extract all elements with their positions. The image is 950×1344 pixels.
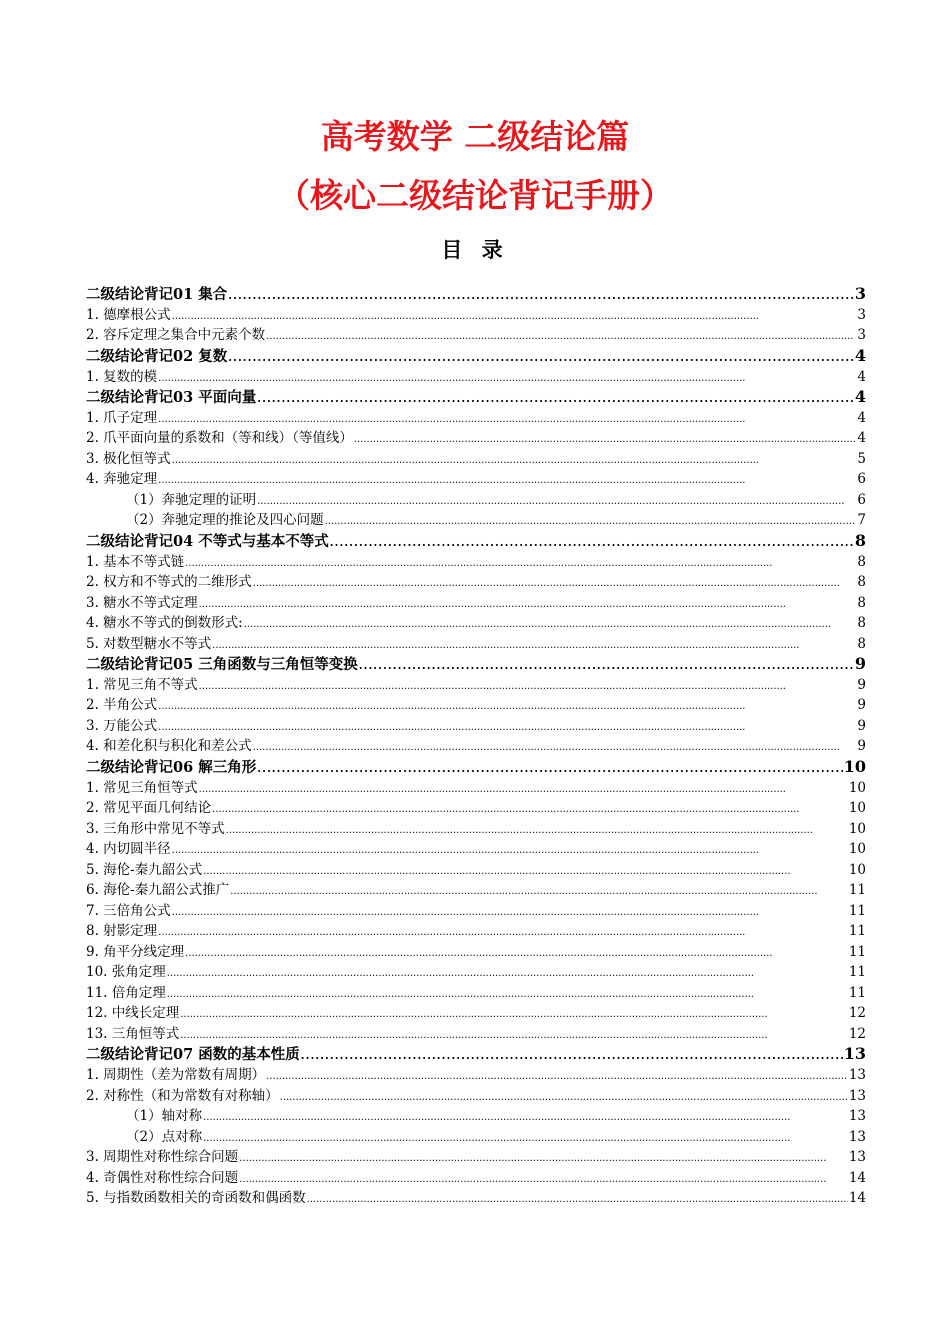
toc-entry-label: 二级结论背记01 集合 [86, 286, 228, 303]
toc-dot-leader [325, 510, 857, 533]
toc-dot-leader [226, 819, 848, 842]
toc-entry-label: 5. 海伦-秦九韶公式 [86, 861, 203, 878]
toc-entry-label: 13. 三角恒等式 [86, 1025, 180, 1042]
toc-dot-leader [257, 490, 856, 513]
toc-dot-leader [203, 1106, 848, 1129]
toc-entry-label: 3. 三角形中常见不等式 [86, 820, 225, 837]
toc-entry-label: 4. 内切圆半径 [86, 841, 171, 858]
toc-entry-label: 二级结论背记06 解三角形 [86, 758, 257, 776]
toc-entry[interactable] [86, 552, 866, 573]
toc-page-number: 8 [857, 635, 866, 652]
toc-page-number: 13 [848, 1128, 866, 1145]
toc-entry-label: 3. 周期性对称性综合问题 [86, 1149, 239, 1166]
toc-page-number: 8 [854, 530, 866, 550]
toc-dot-leader [158, 367, 856, 390]
toc-entry[interactable] [86, 469, 866, 490]
toc-entry[interactable] [86, 819, 866, 840]
toc-entry[interactable] [86, 962, 866, 983]
toc-entry-label: 8. 射影定理 [86, 923, 158, 940]
toc-dot-leader [253, 736, 857, 759]
toc-entry[interactable] [86, 593, 866, 614]
toc-entry[interactable] [86, 325, 866, 346]
toc-page-number: 10 [848, 800, 866, 817]
toc-entry-label: （2）奔驰定理的推论及四心问题 [126, 512, 324, 529]
toc-entry[interactable] [86, 1065, 866, 1086]
toc-entry[interactable] [86, 428, 866, 449]
toc-entry[interactable] [86, 449, 866, 470]
toc-entry-label: 7. 三倍角公式 [86, 902, 171, 919]
toc-entry-label: 4. 奔驰定理 [86, 471, 158, 488]
toc-entry[interactable] [86, 1086, 866, 1107]
toc-dot-leader [167, 962, 848, 985]
toc-entry[interactable] [86, 880, 866, 901]
toc-page-number: 9 [857, 697, 866, 714]
toc-page-number: 7 [857, 512, 866, 529]
toc-entry-label: （2）点对称 [126, 1128, 203, 1145]
toc-entry-label: 1. 复数的模 [86, 368, 158, 385]
toc-page-number: 9 [857, 717, 866, 734]
toc-page-number: 4 [857, 368, 866, 385]
toc-page-number: 13 [848, 1087, 866, 1104]
toc-page-number: 11 [848, 882, 866, 899]
toc-page-number: 13 [848, 1108, 866, 1125]
toc-section-entry[interactable] [86, 346, 866, 367]
toc-entry[interactable] [86, 367, 866, 388]
toc-entry[interactable] [86, 736, 866, 757]
toc-entry[interactable] [86, 695, 866, 716]
toc-dot-leader [354, 428, 856, 451]
toc-entry-label: （1）轴对称 [126, 1108, 203, 1125]
toc-dot-leader [257, 388, 854, 410]
toc-page-number: 5 [857, 450, 866, 467]
toc-page-number: 9 [857, 738, 866, 755]
toc-entry-label: 3. 极化恒等式 [86, 450, 171, 467]
toc-page-number: 3 [857, 327, 866, 344]
toc-entry[interactable] [86, 305, 866, 326]
toc-entry[interactable] [86, 1188, 866, 1209]
toc-dot-leader [266, 325, 856, 348]
toc-entry[interactable] [86, 839, 866, 860]
toc-page-number: 4 [857, 409, 866, 426]
toc-page-number: 11 [848, 964, 866, 981]
toc-page-number: 12 [848, 1025, 866, 1042]
toc-page-number: 9 [854, 654, 866, 674]
toc-dot-leader [158, 695, 856, 718]
toc-entry[interactable] [86, 572, 866, 593]
toc-page-number: 10 [848, 820, 866, 837]
toc-page-number: 6 [857, 491, 866, 508]
toc-entry-label: 5. 对数型糖水不等式 [86, 635, 212, 652]
toc-dot-leader [212, 798, 848, 821]
toc-entry-label: 12. 中线长定理 [86, 1005, 180, 1022]
toc-dot-leader [253, 572, 857, 595]
toc-page-number: 4 [854, 345, 866, 365]
toc-entry-label: 1. 基本不等式链 [86, 553, 185, 570]
toc-entry-label: 4. 糖水不等式的倒数形式: [86, 615, 243, 632]
toc-page-number: 4 [854, 387, 866, 407]
toc-dot-leader [266, 1065, 848, 1088]
toc-entry[interactable] [86, 921, 866, 942]
toc-page-number: 14 [848, 1190, 866, 1207]
toc-page-number: 10 [848, 841, 866, 858]
toc-dot-leader [172, 839, 848, 862]
toc-section-entry[interactable] [86, 757, 866, 778]
toc-entry[interactable] [86, 1168, 866, 1189]
toc-dot-leader [244, 613, 857, 636]
toc-entry-label: 二级结论背记02 复数 [86, 347, 228, 365]
toc-entry-label: 3. 糖水不等式定理 [86, 594, 198, 611]
toc-dot-leader [199, 778, 848, 801]
toc-dot-leader [280, 1086, 848, 1109]
toc-entry[interactable] [86, 1024, 866, 1045]
toc-dot-leader [228, 285, 854, 307]
toc-dot-leader [239, 1147, 848, 1170]
toc-entry[interactable] [86, 798, 866, 819]
toc-page-number: 8 [857, 553, 866, 570]
toc-section-entry[interactable] [86, 387, 866, 408]
toc-page-number: 8 [857, 594, 866, 611]
toc-dot-leader [180, 1003, 848, 1026]
toc-section-entry[interactable] [86, 654, 866, 675]
toc-entry-label: 2. 爪平面向量的系数和（等和线）（等值线） [86, 430, 353, 447]
toc-page-number: 11 [848, 984, 866, 1001]
toc-entry[interactable] [86, 778, 866, 799]
toc-dot-leader [172, 449, 857, 472]
toc-entry-label: 2. 对称性（和为常数有对称轴） [86, 1087, 279, 1104]
toc-dot-leader [301, 1045, 843, 1067]
toc-entry[interactable] [86, 1003, 866, 1024]
toc-dot-leader [158, 716, 856, 739]
toc-section-entry[interactable] [86, 284, 866, 305]
toc-dot-leader [230, 880, 848, 903]
toc-page-number: 11 [848, 902, 866, 919]
toc-page-number: 8 [857, 574, 866, 591]
document-title: 高考数学 二级结论篇 [320, 117, 630, 156]
toc-dot-leader [158, 408, 856, 431]
toc-entry-label: 1. 常见三角恒等式 [86, 779, 198, 796]
toc-page-number: 11 [848, 923, 866, 940]
toc-dot-leader [239, 1168, 848, 1191]
toc-entry-label: 1. 常见三角不等式 [86, 676, 198, 693]
toc-heading: 目 录 [441, 237, 509, 262]
toc-entry-label: 2. 容斥定理之集合中元素个数 [86, 327, 266, 344]
toc-page-number: 13 [848, 1067, 866, 1084]
toc-entry-label: 二级结论背记05 三角函数与三角恒等变换 [86, 656, 358, 674]
toc-entry[interactable] [86, 1147, 866, 1168]
toc-entry-label: 二级结论背记03 平面向量 [86, 389, 257, 407]
toc-entry-label: 2. 权方和不等式的二维形式 [86, 574, 252, 591]
toc-entry[interactable] [86, 634, 866, 655]
toc-entry-label: （1）奔驰定理的证明 [126, 491, 257, 508]
toc-dot-leader [228, 347, 854, 369]
toc-dot-leader [199, 593, 857, 616]
toc-dot-leader [185, 942, 848, 965]
toc-entry-label: 2. 半角公式 [86, 697, 158, 714]
toc-entry-label: 4. 和差化积与积化和差公式 [86, 738, 252, 755]
toc-entry-label: 6. 海伦-秦九韶公式推广 [86, 882, 230, 899]
toc-dot-leader [158, 921, 848, 944]
toc-entry[interactable] [86, 716, 866, 737]
toc-entry-label: 二级结论背记04 不等式与基本不等式 [86, 532, 329, 550]
toc-page-number: 11 [848, 943, 866, 960]
toc-dot-leader [203, 860, 848, 883]
toc-dot-leader [212, 634, 856, 657]
toc-entry[interactable] [86, 408, 866, 429]
toc-entry[interactable] [86, 510, 866, 531]
toc-entry-label: 4. 奇偶性对称性综合问题 [86, 1169, 239, 1186]
toc-page-number: 4 [857, 430, 866, 447]
toc-entry-label: 10. 张角定理 [86, 964, 166, 981]
toc-entry[interactable] [86, 1106, 866, 1127]
toc-page-number: 10 [848, 861, 866, 878]
toc-entry[interactable] [86, 613, 866, 634]
toc-entry[interactable] [86, 901, 866, 922]
toc-page-number: 6 [857, 471, 866, 488]
toc-dot-leader [172, 305, 857, 328]
toc-entry[interactable] [86, 490, 866, 511]
toc-entry[interactable] [86, 860, 866, 881]
table-of-contents [86, 284, 866, 1209]
toc-entry-label: 5. 与指数函数相关的奇函数和偶函数 [86, 1190, 306, 1207]
toc-entry-label: 1. 爪子定理 [86, 409, 158, 426]
toc-page-number: 13 [843, 1044, 866, 1064]
toc-dot-leader [158, 469, 856, 492]
toc-entry-label: 3. 万能公式 [86, 717, 158, 734]
toc-page-number: 3 [854, 284, 866, 303]
toc-entry[interactable] [86, 942, 866, 963]
toc-entry[interactable] [86, 983, 866, 1004]
toc-dot-leader [359, 655, 854, 677]
toc-entry[interactable] [86, 1127, 866, 1148]
toc-dot-leader [172, 901, 848, 924]
toc-dot-leader [167, 983, 848, 1006]
toc-page-number: 12 [848, 1005, 866, 1022]
toc-entry[interactable] [86, 675, 866, 696]
toc-dot-leader [180, 1024, 848, 1047]
toc-page-number: 10 [843, 756, 866, 776]
toc-page-number: 14 [848, 1169, 866, 1186]
toc-dot-leader [257, 758, 843, 780]
toc-page-number: 3 [857, 306, 866, 323]
toc-dot-leader [307, 1188, 848, 1211]
toc-entry-label: 1. 周期性（差为常数有周期） [86, 1067, 266, 1084]
toc-entry-label: 2. 常见平面几何结论 [86, 800, 212, 817]
toc-entry-label: 11. 倍角定理 [86, 984, 166, 1001]
toc-dot-leader [330, 532, 854, 554]
toc-page-number: 9 [857, 676, 866, 693]
toc-entry-label: 二级结论背记07 函数的基本性质 [86, 1046, 300, 1064]
toc-section-entry[interactable] [86, 531, 866, 552]
toc-section-entry[interactable] [86, 1044, 866, 1065]
toc-dot-leader [199, 675, 857, 698]
toc-dot-leader [203, 1127, 848, 1150]
toc-page-number: 8 [857, 615, 866, 632]
document-subtitle: （核心二级结论背记手册） [277, 176, 673, 215]
toc-page-number: 10 [848, 779, 866, 796]
toc-entry-label: 9. 角平分线定理 [86, 943, 185, 960]
toc-dot-leader [185, 552, 856, 575]
toc-entry-label: 1. 德摩根公式 [86, 306, 171, 323]
toc-page-number: 13 [848, 1149, 866, 1166]
